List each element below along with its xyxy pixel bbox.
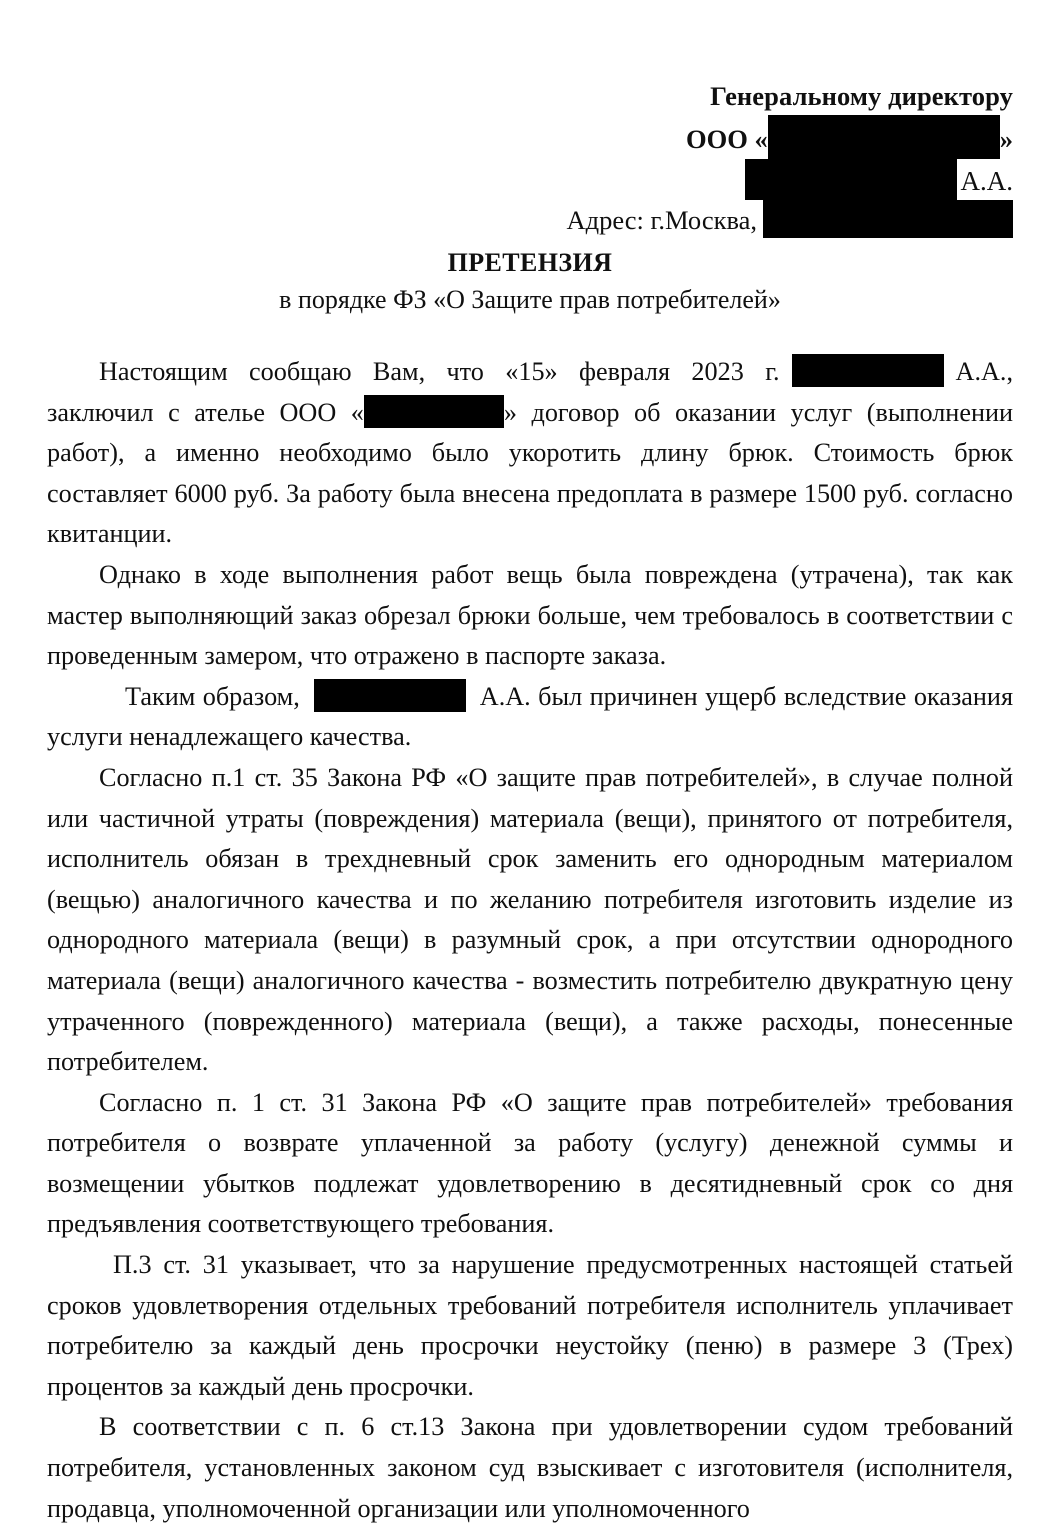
p1-text-c: заключил с ателье ООО «: [47, 397, 364, 427]
company-name-redaction: [768, 115, 1000, 159]
document-title-block: [47, 246, 1013, 318]
paragraph-6: [47, 1245, 1013, 1407]
p1-text-b: А.А.,: [955, 357, 1013, 386]
company-prefix-text: ООО «: [686, 124, 768, 154]
page-subtitle: в порядке ФЗ «О Защите прав потребителей»: [279, 285, 781, 314]
director-name-redaction: [745, 159, 957, 200]
addressee-role-text: Генеральному директору: [710, 81, 1013, 111]
document-body: [47, 352, 1013, 1529]
claimant-name-redaction-1: [792, 354, 944, 387]
p5-text: Согласно п. 1 ст. 31 Закона РФ «О защите прав потребителей» требования потребителя о возврате уплаченной за работу (услугу) денежной суммы и возмещении убытков подлежат удовлетворению в десятидневный срок со дня предъявления соответствующего требования.: [47, 1087, 1013, 1239]
paragraph-2: [47, 555, 1013, 677]
atelier-name-redaction: [364, 395, 504, 428]
p1-text-a: Настоящим сообщаю Вам, что «15» февраля 2023 г.: [99, 357, 780, 386]
address-redaction: [763, 200, 1013, 238]
paragraph-5: [47, 1083, 1013, 1245]
address-label-text: Адрес: г.Москва,: [566, 205, 757, 235]
p7-text: В соответствии с п. 6 ст.13 Закона при удовлетворении судом требований потребителя, установленных законом суд взыскивает с изготовителя (исполнителя, продавца, уполномоченной организации или уполномоченного: [47, 1412, 1013, 1523]
addressee-line-role: [47, 78, 1013, 115]
addressee-header: [47, 78, 1013, 239]
director-initials-text: А.А.: [960, 166, 1013, 196]
page-title: ПРЕТЕНЗИЯ: [447, 248, 613, 277]
paragraph-7: [47, 1407, 1013, 1529]
p3-text-b: А.А. был причинен ущерб вследствие: [479, 681, 907, 711]
p3-text-a: Таким образом,: [125, 681, 300, 711]
addressee-line-company: [47, 115, 1013, 159]
paragraph-3: [47, 677, 1013, 758]
addressee-line-name: [47, 159, 1013, 200]
p1-text-e: (выполнении работ), а именно необходимо было укоротить длину брюк. Стоимость брюк составляет 6000 руб. За работу была внесена предоплата в размере 1500 руб. согласно квитанции.: [47, 397, 1013, 549]
p6-text: П.3 ст. 31 указывает, что за нарушение предусмотренных настоящей статьей сроков удовлетворения отдельных требований потребителя исполнитель уплачивает потребителю за каждый день просрочки неустойку (пеню) в размере 3 (Трех) процентов за каждый день просрочки.: [47, 1250, 1013, 1401]
p4-text: Согласно п.1 ст. 35 Закона РФ «О защите прав потребителей», в случае полной или частичной утраты (повреждения) материала (вещи), принятого от потребителя, исполнитель обязан в трехдневный срок заменить его однородным материалом (вещью) аналогичного качества и по желанию потребителя изготовить изделие из однородного материала (вещи) в разумный срок, а при отсутствии однородного материала (вещи) аналогичного качества - возместить потребителю двукратную цену утраченного (поврежденного) материала (вещи), а также расходы, понесенные потребителем.: [47, 762, 1013, 1077]
addressee-line-address: [47, 200, 1013, 239]
paragraph-4: [47, 758, 1013, 1083]
p1-text-d: » договор об оказании услуг: [503, 397, 853, 427]
claimant-name-redaction-2: [314, 679, 466, 712]
p3-text-c: оказания услуги ненадлежащего качества.: [47, 681, 1013, 752]
paragraph-1: [47, 352, 1013, 555]
company-suffix-text: »: [999, 124, 1013, 154]
p2-text: Однако в ходе выполнения работ вещь была повреждена (утрачена), так как мастер выполняющий заказ обрезал брюки больше, чем требовалось в соответствии с проведенным замером, что отражено в паспорте заказа.: [47, 559, 1013, 671]
